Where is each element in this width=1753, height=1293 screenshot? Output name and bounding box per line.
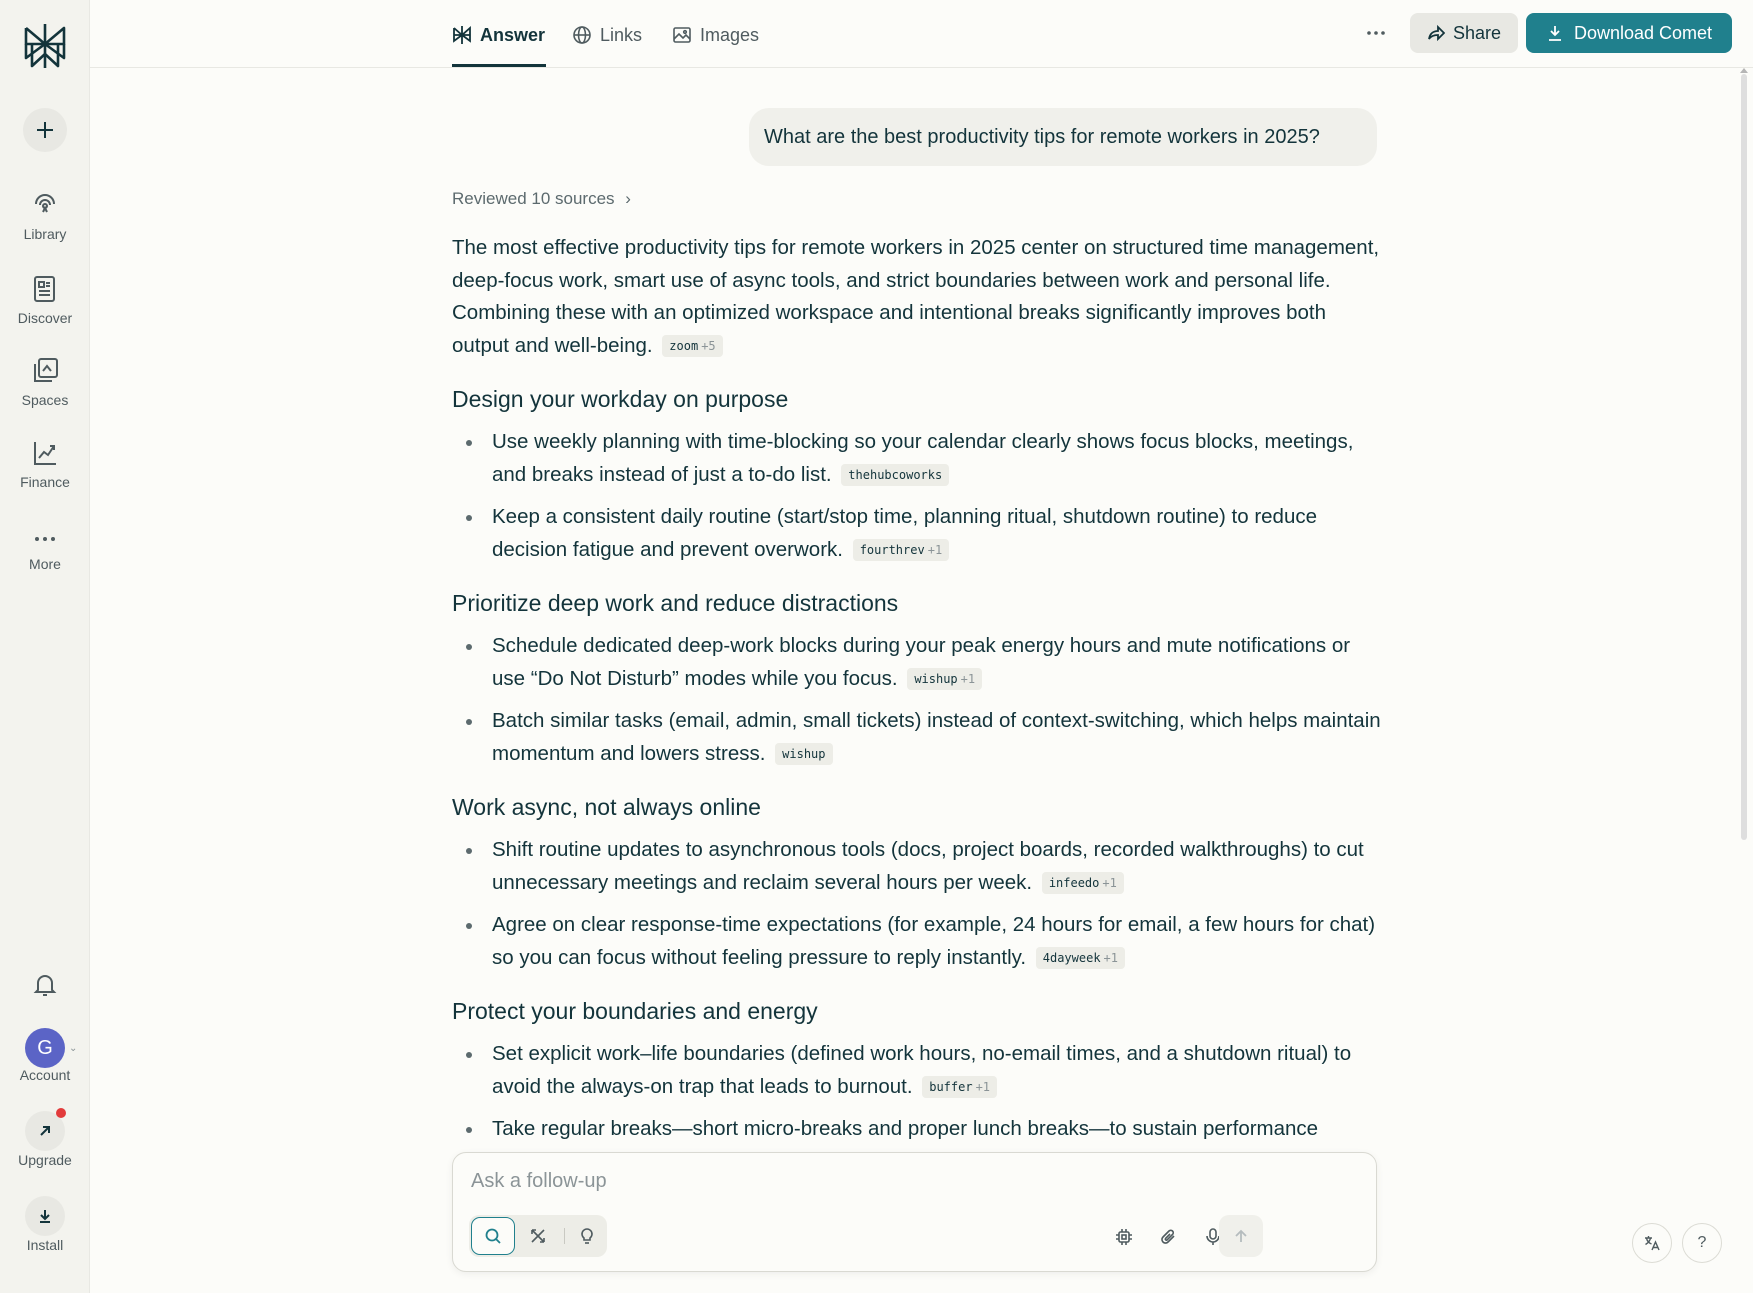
list-item-text: Set explicit work–life boundaries (defined work hours, no-email times, and a shutdown ritual) to avoid the always-on trap that leads to burnout. (492, 1042, 1352, 1098)
tab-links[interactable] (572, 20, 642, 50)
citation-badge[interactable] (1036, 947, 1125, 969)
model-selector-button[interactable] (1112, 1225, 1136, 1249)
labs-mode-button[interactable] (565, 1217, 609, 1255)
reviewed-sources-text: Reviewed 10 sources (452, 189, 615, 208)
answer-icon (452, 25, 472, 45)
download-comet-button[interactable] (1526, 13, 1732, 53)
lightbulb-icon (578, 1227, 596, 1245)
list-item (452, 630, 1382, 695)
list-item (452, 909, 1382, 974)
tab-images[interactable] (672, 20, 759, 50)
active-tab-indicator (452, 64, 546, 67)
section-heading: Prioritize deep work and reduce distractions (452, 590, 899, 616)
citation-more: +1 (975, 1079, 991, 1094)
bullet-list (452, 834, 1382, 974)
list-item (452, 426, 1382, 491)
follow-up-box[interactable] (452, 1152, 1377, 1272)
sidebar-item-label: Spaces (21, 392, 69, 408)
citation-source: zoom (669, 338, 699, 353)
discover-icon (30, 274, 60, 304)
citation-more: +1 (1103, 950, 1118, 965)
cpu-icon (1115, 1228, 1133, 1246)
perplexity-logo-icon[interactable] (22, 22, 68, 70)
sidebar-item-label: Discover (17, 310, 73, 326)
share-button[interactable] (1410, 13, 1518, 53)
section-heading: Protect your boundaries and energy (452, 998, 818, 1024)
answer-content (452, 232, 1382, 1156)
account-label: Account (19, 1067, 71, 1083)
arrow-up-right-icon (37, 1123, 53, 1139)
citation-source: fourthrev (859, 542, 925, 557)
upgrade-label: Upgrade (18, 1152, 72, 1168)
install-button[interactable] (25, 1196, 65, 1236)
globe-icon (572, 25, 592, 45)
image-icon (672, 25, 692, 45)
citation-more: +1 (960, 671, 976, 686)
ellipsis-icon (1366, 30, 1386, 36)
citation-source: buffer (929, 1079, 973, 1094)
citation-source: infeedo (1048, 875, 1100, 890)
list-item-text: Keep a consistent daily routine (start/stop time, planning ritual, shutdown routine) to reduce decision fatigue and prevent overwork. (492, 505, 1318, 561)
citation-source: 4dayweek (1042, 950, 1101, 965)
sidebar-item-label: Finance (20, 474, 70, 490)
spaces-icon (30, 356, 60, 386)
list-item-text: Shift routine updates to asynchronous tools (docs, project boards, recorded walkthroughs) to cut unnecessary meetings and reclaim several hours per week. (492, 838, 1364, 894)
answer-intro (452, 232, 1382, 362)
list-item-text: Schedule dedicated deep-work blocks during your peak energy hours and mute notifications or use “Do Not Disturb” modes while you focus. (492, 634, 1351, 690)
download-icon (37, 1208, 53, 1224)
list-item-text: Take regular breaks—short micro-breaks and proper lunch breaks—to sustain performance (492, 1117, 1319, 1140)
list-item (452, 1038, 1382, 1103)
sidebar-item-finance[interactable] (0, 438, 90, 490)
research-icon (529, 1227, 547, 1245)
list-item-text: Use weekly planning with time-blocking so your calendar clearly shows focus blocks, meetings, and breaks instead of just a to-do list. (492, 430, 1354, 486)
citation-badge[interactable] (775, 743, 832, 765)
submit-button[interactable] (1219, 1215, 1263, 1257)
citation-badge[interactable] (662, 335, 722, 357)
section-heading: Work async, not always online (452, 794, 761, 820)
search-icon (484, 1227, 502, 1245)
notifications-bell-icon[interactable] (33, 972, 57, 998)
new-thread-button[interactable] (23, 108, 67, 152)
citation-source: thehubcoworks (848, 467, 943, 482)
bullet-list (452, 630, 1382, 770)
user-query-bubble (749, 108, 1377, 166)
follow-up-input[interactable]: Ask a follow-up (471, 1170, 607, 1192)
more-icon (30, 520, 60, 550)
paperclip-icon (1159, 1228, 1177, 1246)
library-icon (30, 190, 60, 220)
plus-icon (35, 120, 55, 140)
citation-badge[interactable] (1042, 872, 1124, 894)
tab-label: Answer (480, 24, 546, 45)
top-bar (90, 0, 1753, 68)
help-icon: ? (1697, 1234, 1707, 1251)
finance-icon (30, 438, 60, 468)
answer-intro-text: The most effective productivity tips for remote workers in 2025 center on structured time management, deep-focus work, smart use of async tools, and strict boundaries between work and personal life. Combining these with an optimized workspace and intentional breaks significantly improves both output and well-being. (452, 236, 1380, 357)
attach-button[interactable] (1156, 1225, 1180, 1249)
list-item (452, 1113, 1382, 1146)
citation-more: +1 (927, 542, 943, 557)
sidebar-item-more[interactable] (0, 520, 90, 572)
tab-answer[interactable] (452, 20, 545, 50)
share-label: Share (1452, 22, 1502, 43)
more-options-button[interactable] (1358, 18, 1394, 48)
language-button[interactable] (1632, 1223, 1672, 1263)
sidebar-item-spaces[interactable] (0, 356, 90, 408)
citation-badge[interactable] (853, 539, 949, 561)
account-avatar[interactable]: G (25, 1028, 65, 1068)
citation-more: +5 (701, 338, 716, 353)
list-item (452, 501, 1382, 566)
bullet-list (452, 426, 1382, 566)
chevron-right-icon: › (625, 189, 631, 208)
search-mode-button[interactable] (471, 1217, 515, 1255)
citation-more: +1 (1102, 875, 1117, 890)
sidebar-item-library[interactable] (0, 190, 90, 242)
help-button[interactable] (1682, 1223, 1722, 1263)
download-icon (1546, 24, 1564, 42)
scrollbar-thumb[interactable] (1741, 74, 1747, 840)
list-item-text: Agree on clear response-time expectations (for example, 24 hours for email, a few hours for chat) so you can focus without feeling pressure to reply instantly. (492, 913, 1376, 969)
citation-badge[interactable] (922, 1076, 997, 1098)
citation-badge[interactable] (841, 464, 949, 486)
tab-label: Links (600, 24, 643, 45)
research-mode-button[interactable] (516, 1217, 560, 1255)
mode-selector (469, 1215, 607, 1257)
list-item (452, 834, 1382, 899)
sidebar (0, 0, 90, 1293)
sidebar-item-label: Library (23, 226, 67, 242)
share-icon (1427, 24, 1445, 42)
section-heading: Design your workday on purpose (452, 386, 789, 412)
chevron-down-icon[interactable]: ⌄ (69, 1043, 78, 1054)
tab-label: Images (700, 24, 760, 45)
citation-badge[interactable] (907, 668, 982, 690)
download-label: Download Comet (1573, 22, 1713, 43)
arrow-up-icon (1233, 1228, 1249, 1244)
user-query-text: What are the best productivity tips for remote workers in 2025? (764, 125, 1320, 148)
citation-source: wishup (914, 671, 958, 686)
sidebar-item-discover[interactable] (0, 274, 90, 326)
list-item (452, 705, 1382, 770)
translate-icon (1643, 1234, 1661, 1252)
bullet-list (452, 1038, 1382, 1146)
sidebar-item-label: More (29, 556, 61, 572)
citation-source: wishup (782, 746, 826, 761)
install-label: Install (26, 1237, 64, 1253)
list-item-text: Batch similar tasks (email, admin, small tickets) instead of context-switching, which helps maintain momentum and lowers stress. (492, 709, 1381, 765)
reviewed-sources-link[interactable] (452, 189, 631, 209)
scroll-up-arrow[interactable] (1740, 68, 1748, 73)
notification-dot (56, 1108, 66, 1118)
